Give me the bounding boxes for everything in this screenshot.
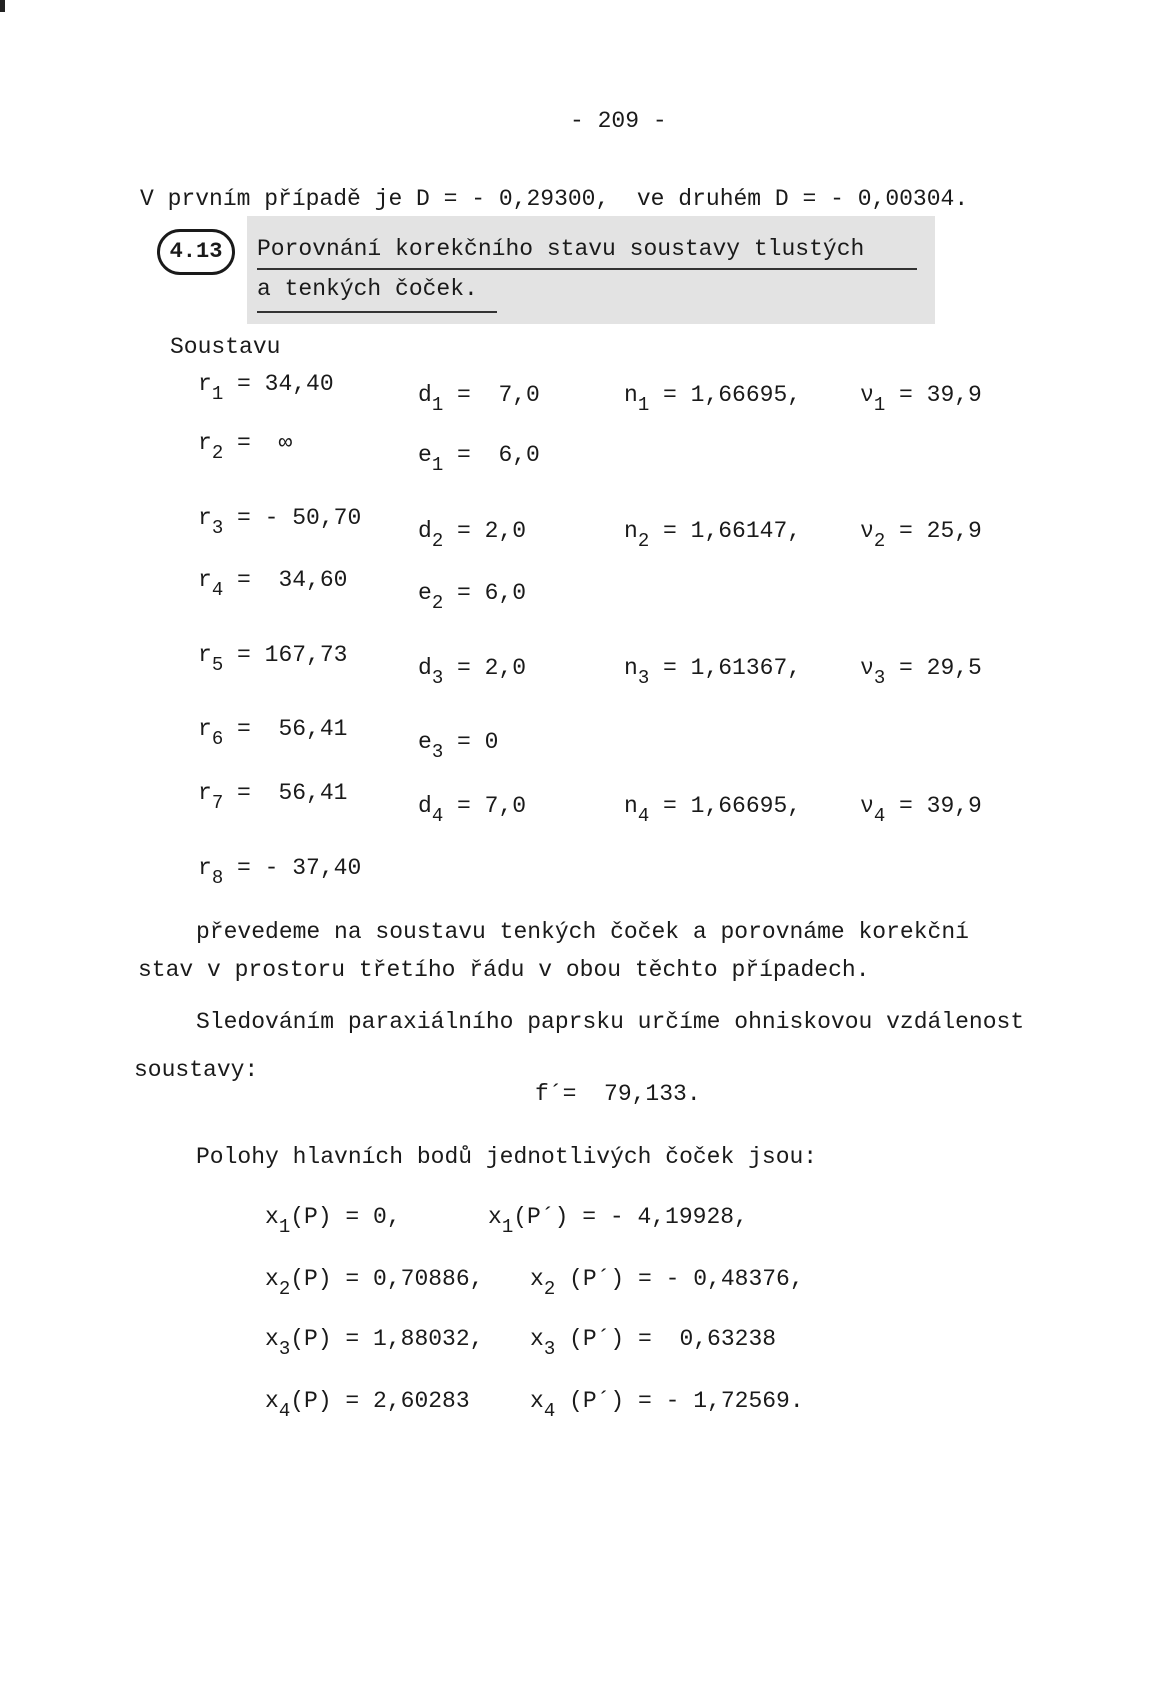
principal-point-image-row: $x_2$ (P´) = - 0,48376,: [530, 1266, 804, 1300]
thickness-row: $e_2 = 6,0$: [418, 580, 527, 614]
paragraph-line: stav v prostoru třetího řádu v obou těchto případech.: [138, 957, 870, 983]
radius-row: $r_7 = 56,41$: [198, 780, 348, 814]
radius-row: $r_5 = 167,73$: [198, 642, 348, 676]
principal-point-row: $x_2(P) = 0,70886$,: [265, 1266, 484, 1300]
paragraph-line: Sledováním paraxiálního paprsku určíme ohniskovou vzdálenost: [196, 1009, 1025, 1035]
intro-line: V prvním případě je D = - 0,29300, ve druhém D = - 0,00304.: [140, 186, 969, 212]
thickness-row: $e_1 = 6,0$: [418, 442, 540, 476]
principal-point-row: $x_1(P) = 0$,: [265, 1204, 401, 1238]
radius-row: $r_1 = 34,40$: [198, 371, 334, 405]
scan-corner-mark: [0, 0, 5, 12]
radius-row: $r_6 = 56,41$: [198, 716, 348, 750]
section-title-underline2: [257, 311, 497, 313]
index-row: $n_4 = 1,66695$,: [624, 793, 802, 827]
paragraph-line: převedeme na soustavu tenkých čoček a porovnáme korekční: [196, 919, 969, 945]
thickness-row: $d_3 = 2,0$: [418, 655, 527, 689]
lead-word: Soustavu: [170, 334, 281, 360]
thickness-row: $e_3 = 0$: [418, 729, 499, 763]
index-row: $n_2 = 1,66147$,: [624, 518, 802, 552]
thickness-row: $d_4 = 7,0$: [418, 793, 527, 827]
section-heading-highlight: [247, 216, 935, 324]
radius-row: $r_4 = 34,60$: [198, 567, 348, 601]
abbe-row: $\nu_4 = 39,9$: [860, 793, 982, 827]
section-title-line1: Porovnání korekčního stavu soustavy tlustých: [257, 236, 865, 262]
principal-point-image-row: $x_3$ (P´) = 0,63238: [530, 1326, 777, 1360]
radius-row: $r_2$ = ∞: [198, 430, 293, 464]
principal-point-image-row: $x_1(P´)$ = - 4,19928,: [488, 1204, 748, 1238]
thickness-row: $d_2 = 2,0$: [418, 518, 527, 552]
focal-length-equation: f´= 79,133.: [535, 1081, 701, 1107]
principal-point-image-row: $x_4$ (P´) = - 1,72569.: [530, 1388, 804, 1422]
abbe-row: $\nu_2 = 25,9$: [860, 518, 982, 552]
section-title-line2: a tenkých čoček.: [257, 276, 478, 302]
thickness-row: $d_1 = 7,0$: [418, 382, 540, 416]
paragraph-line: soustavy:: [134, 1057, 259, 1083]
section-title-underline1: [257, 268, 917, 270]
principal-point-row: $x_4(P) = 2,60283$: [265, 1388, 470, 1422]
principal-point-row: $x_3(P) = 1,88032$,: [265, 1326, 484, 1360]
section-number-circle: 4.13: [157, 229, 235, 275]
index-row: $n_1 = 1,66695$,: [624, 382, 802, 416]
abbe-row: $\nu_1 = 39,9$: [860, 382, 982, 416]
paragraph-line: Polohy hlavních bodů jednotlivých čoček jsou:: [196, 1144, 818, 1170]
index-row: $n_3 = 1,61367$,: [624, 655, 802, 689]
radius-row: $r_3$ = - 50,70: [198, 505, 362, 539]
page-number: - 209 -: [570, 108, 667, 134]
abbe-row: $\nu_3 = 29,5$: [860, 655, 982, 689]
radius-row: $r_8$ = - 37,40: [198, 855, 362, 889]
